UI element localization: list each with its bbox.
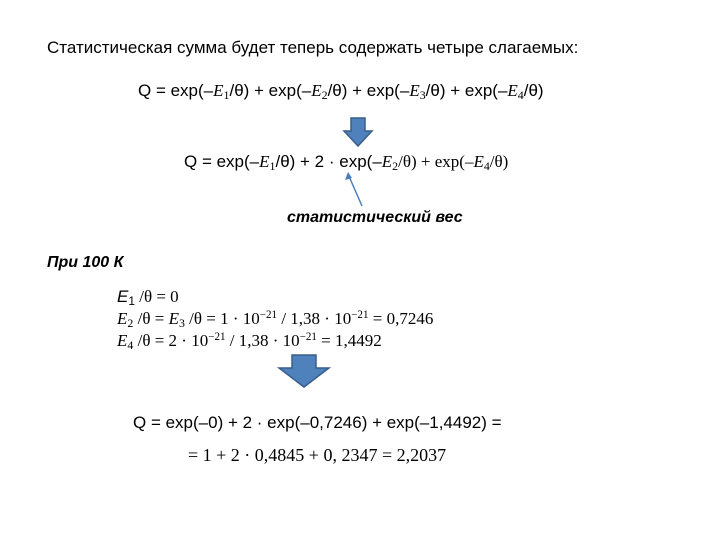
energy-ratio-line-2 <box>117 309 433 329</box>
intro-text: Статистическая сумма будет теперь содержать четыре слагаемых: <box>47 38 579 57</box>
energy-subscript: 4 <box>517 87 524 102</box>
grouped-sum-equation <box>184 152 508 172</box>
numeric-result-equation: = 1 + 2 · 0,4845 + 0, 2347 = 2,2037 <box>188 445 447 465</box>
energy-subscript: 2 <box>392 158 399 173</box>
exponent: −21 <box>299 330 317 343</box>
energy-subscript: 3 <box>178 315 185 330</box>
pointer-line <box>340 170 380 210</box>
pointer-stroke <box>348 174 362 206</box>
numeric-sum-equation: Q = exp(–0) + 2 · exp(–0,7246) + exp(–1,4492) = <box>133 413 502 432</box>
line1-rest: /θ = 0 <box>134 287 179 306</box>
energy-symbol: E <box>117 309 128 328</box>
eq2-part: /θ) <box>489 152 509 171</box>
line2-part: / 1,38 · 10 <box>277 309 352 328</box>
energy-subscript: 1 <box>223 87 230 102</box>
pointer-head <box>345 172 352 180</box>
line2-part: /θ = 1 · 10 <box>184 309 260 328</box>
eq2-part: Q = exp(– <box>184 152 260 171</box>
eq2-part: /θ) + exp(– <box>398 152 474 171</box>
energy-subscript: 2 <box>321 87 328 102</box>
line3-part: /θ = 2 · 10 <box>133 331 209 350</box>
statistical-weight-label: статистический вес <box>287 209 463 226</box>
energy-symbol: E <box>381 152 393 171</box>
eq1-part: Q = exp(– <box>138 81 214 100</box>
eq1-part: /θ) <box>523 81 544 100</box>
eq1-part: /θ) + exp(– <box>229 81 312 100</box>
down-arrow-shape <box>279 355 329 387</box>
line3-part: / 1,38 · 10 <box>225 331 300 350</box>
line2-part: /θ = <box>133 309 169 328</box>
energy-symbol: E <box>168 309 179 328</box>
exponent: −21 <box>208 330 226 343</box>
energy-symbol: E <box>473 152 484 171</box>
energy-ratio-line-1 <box>117 287 179 307</box>
energy-symbol: E <box>213 81 224 100</box>
energy-symbol: E <box>259 152 270 171</box>
energy-symbol: E <box>409 81 420 100</box>
partition-sum-equation <box>138 81 544 101</box>
energy-ratio-line-3 <box>117 331 382 351</box>
energy-symbol: E <box>117 287 129 306</box>
energy-subscript: 4 <box>483 158 490 173</box>
down-arrow-icon <box>343 117 373 147</box>
eq2-part: /θ) + 2 · exp(– <box>275 152 382 171</box>
exponent: −21 <box>351 308 369 321</box>
energy-subscript: 1 <box>128 293 135 308</box>
temperature-heading: При 100 К <box>47 254 124 271</box>
line3-result: = 1,4492 <box>316 331 382 350</box>
energy-subscript: 4 <box>127 337 134 352</box>
down-arrow-icon <box>278 354 330 388</box>
energy-symbol: E <box>507 81 518 100</box>
energy-symbol: E <box>117 331 128 350</box>
line2-result: = 0,7246 <box>368 309 434 328</box>
exponent: −21 <box>259 308 278 321</box>
energy-subscript: 3 <box>419 87 426 102</box>
energy-subscript: 1 <box>269 158 276 173</box>
eq1-part: /θ) + exp(– <box>425 81 508 100</box>
energy-symbol: E <box>311 81 322 100</box>
eq1-part: /θ) + exp(– <box>327 81 410 100</box>
energy-subscript: 2 <box>127 315 134 330</box>
down-arrow-shape <box>344 118 372 146</box>
